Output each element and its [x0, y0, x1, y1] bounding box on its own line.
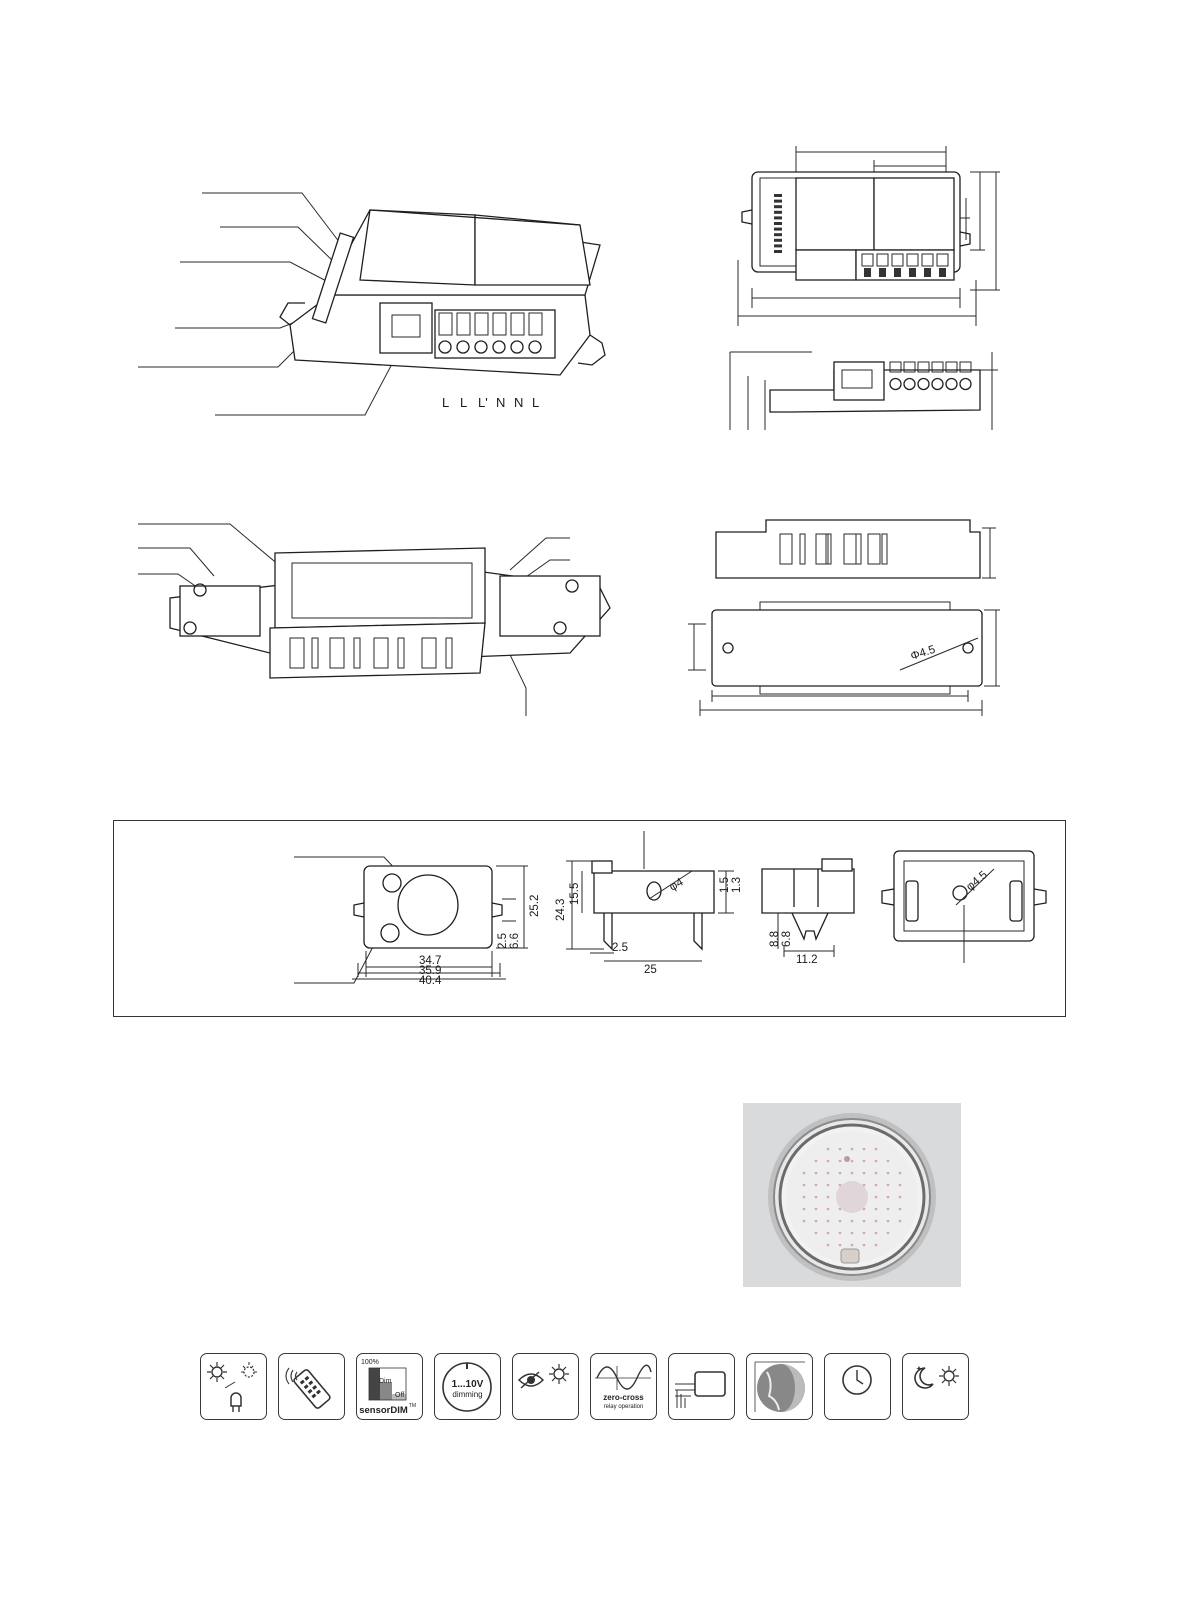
zero-cross-line2: relay operation: [603, 1404, 644, 1410]
mid-hole-label: Φ4.5: [909, 643, 937, 663]
dimension-label: 2.5: [497, 933, 509, 949]
dimming-line1: 1...10V: [451, 1379, 484, 1390]
zero-cross-icon: [590, 1353, 657, 1420]
dimension-label: φ4.5: [964, 869, 990, 894]
dimension-label: 2.5: [612, 942, 628, 954]
sensordim-top: 100%: [361, 1359, 379, 1366]
dimension-label: 11.2: [796, 954, 818, 966]
sensordim-icon: [356, 1353, 423, 1420]
dimension-label: 6.8: [781, 931, 793, 947]
terminal-label: N: [496, 395, 506, 410]
moon-sun-icon: [902, 1353, 969, 1420]
product-photo: [743, 1103, 961, 1287]
dimension-panel: [113, 820, 1066, 1017]
terminal-label: L': [478, 395, 488, 410]
clock-icon: [824, 1353, 891, 1420]
sensordim-low: Off: [395, 1392, 405, 1399]
sensordim-mid: Dim: [379, 1378, 392, 1385]
eye-sun-icon: [512, 1353, 579, 1420]
dimension-label: 24.3: [555, 898, 567, 921]
sun-bulb-icon: [200, 1353, 267, 1420]
sensor-module-top-view: [730, 140, 1030, 440]
sensor-module-isometric: [130, 185, 590, 425]
ceiling-light-image: [743, 1103, 961, 1287]
terminal-label: L: [532, 395, 540, 410]
dimension-label: 8.8: [769, 931, 781, 947]
dimension-label: 6.6: [509, 933, 521, 949]
sensor-housing-views: [700, 520, 1020, 730]
dimension-label: 34.7: [419, 955, 442, 967]
dimension-label: 35.9: [419, 965, 442, 977]
module-input-icon: [668, 1353, 735, 1420]
dimension-label: 1.5: [719, 877, 731, 893]
zero-cross-line1: zero-cross: [603, 1393, 644, 1402]
dimension-label: φ4: [667, 876, 686, 894]
globe-icon: [746, 1353, 813, 1420]
dimension-label: 25: [644, 964, 657, 976]
sensordim-name: sensorDIM: [359, 1405, 408, 1416]
dimension-drawings: [114, 821, 1064, 1016]
dimension-label: 40.4: [419, 975, 442, 987]
dimension-label: 1.3: [731, 877, 743, 893]
sensordim-tm: TM: [408, 1403, 416, 1409]
dimension-label: 15.5: [569, 882, 581, 905]
dimming-icon: [434, 1353, 501, 1420]
dimming-line2: dimming: [452, 1390, 483, 1399]
terminal-label: N: [514, 395, 524, 410]
dimension-label: 25.2: [529, 894, 541, 917]
sensor-housing-isometric: [130, 518, 630, 728]
feature-icon-row: [200, 1353, 980, 1421]
terminal-label: L: [460, 395, 468, 410]
remote-control-icon: [278, 1353, 345, 1420]
terminal-label: L: [442, 395, 450, 410]
